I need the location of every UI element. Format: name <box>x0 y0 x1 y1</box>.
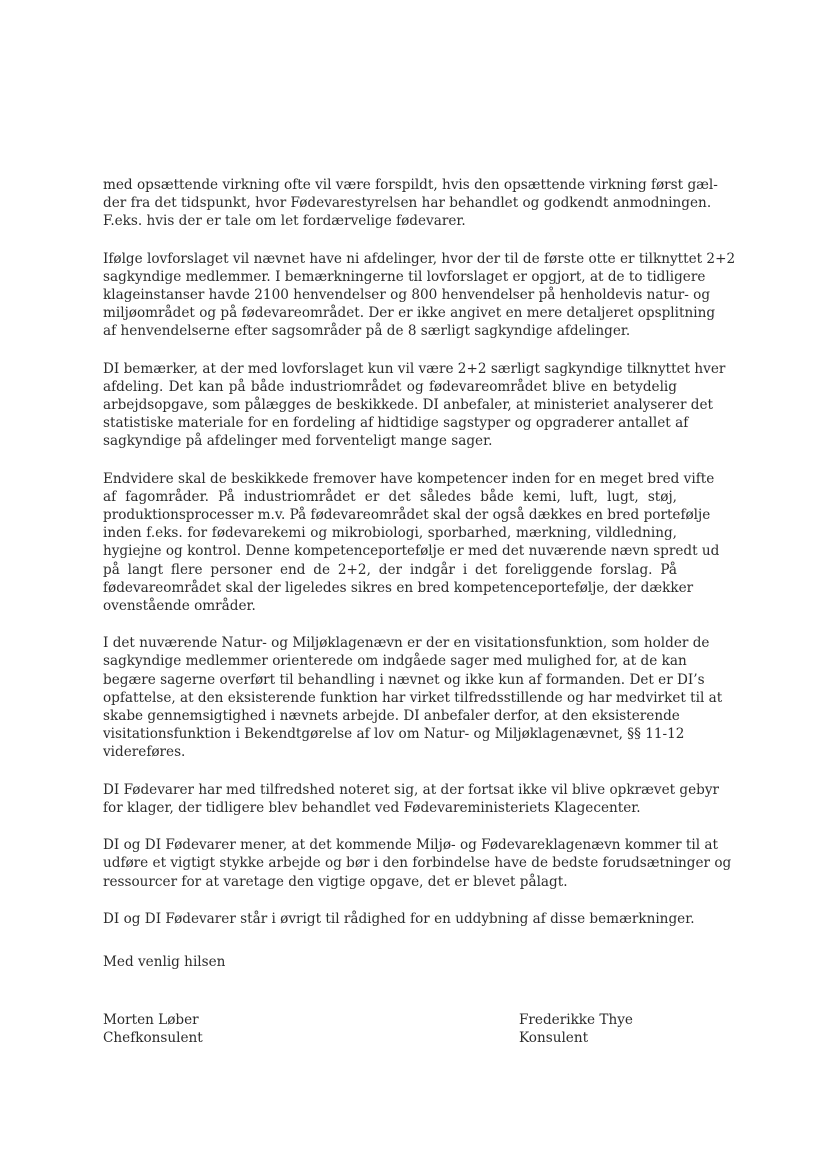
text-line: DI og DI Fødevarer mener, at det kommende Miljø- og Fødevareklagenævn kommer til at <box>103 837 718 854</box>
text-line: DI Fødevarer har med tilfredshed noteret sig, at der fortsat ikke vil blive opkrævet gebyr <box>103 781 720 798</box>
paragraph-visitation-function <box>103 634 723 761</box>
text-line: produktionsprocesser m.v. På fødevareområdet skal der også dækkes en bred portefølje <box>103 507 711 524</box>
text-line: med opsættende virkning ofte vil være forspildt, hvis den opsættende virkning først gæl- <box>103 177 718 193</box>
signatory-left <box>103 1011 203 1047</box>
paragraph-board-departments <box>103 250 736 341</box>
text-line: statistiske materiale for en fordeling af hidtidige sagstyper og opgraderer antallet af <box>103 415 689 432</box>
text-line: af fagområder. På industriområdet er det således både kemi, luft, lugt, støj, <box>103 488 677 505</box>
paragraph-availability <box>103 910 695 928</box>
text-line: sagkyndige medlemmer. I bemærkningerne til lovforslaget er opgjort, at de to tidligere <box>103 268 706 285</box>
paragraph-suspensive-effect <box>103 176 718 231</box>
text-line: der fra det tidspunkt, hvor Fødevarestyrelsen har behandlet og godkendt anmodningen. <box>103 195 712 212</box>
text-line: DI og DI Fødevarer står i øvrigt til rådighed for en uddybning af disse bemærkninger. <box>103 910 695 927</box>
signatory-name: Morten Løber <box>103 1012 199 1028</box>
text-line: udføre et vigtigt stykke arbejde og bør i den forbindelse have de bedste forudsætninger og <box>103 855 732 872</box>
text-line: opfattelse, at den eksisterende funktion har virket tilfredsstillende og har medvirket til at <box>103 689 723 706</box>
paragraph-fees <box>103 781 720 817</box>
text-line: Ifølge lovforslaget vil nævnet have ni afdelinger, hvor der til de første otte er tilknyttet 2+2 <box>103 250 736 267</box>
text-line: begære sagerne overført til behandling i nævnet og ikke kun af formanden. Det er DI’s <box>103 671 705 688</box>
letter-body <box>103 176 736 971</box>
text-line: afdeling. Det kan på både industriområdet og fødevareområdet blive en betydelig <box>103 378 677 395</box>
text-line: DI bemærker, at der med lovforslaget kun vil være 2+2 særligt sagkyndige tilknyttet hver <box>103 360 726 377</box>
text-line: arbejdsopgave, som pålægges de beskikkede. DI anbefaler, at ministeriet analyserer det <box>103 397 713 414</box>
text-line: videreføres. <box>103 744 186 761</box>
text-line: skabe gennemsigtighed i nævnets arbejde. DI anbefaler derfor, at den eksisterende <box>103 708 680 725</box>
text-line: miljøområdet og på fødevareområdet. Der er ikke angivet en mere detaljeret opsplitning <box>103 305 716 322</box>
text-line: hygiejne og kontrol. Denne kompetenceportefølje er med det nuværende nævn spredt ud <box>103 543 720 560</box>
text-line: ovenstående områder. <box>103 598 256 615</box>
signatory-title: Chefkonsulent <box>103 1030 203 1047</box>
signatory-name: Frederikke Thye <box>519 1012 633 1028</box>
text-line: Endvidere skal de beskikkede fremover have kompetencer inden for en meget bred vifte <box>103 470 715 487</box>
text-line: for klager, der tidligere blev behandlet ved Fødevareministeriets Klagecenter. <box>103 799 641 816</box>
text-line: på langt flere personer end de 2+2, der indgår i det foreliggende forslag. På <box>103 561 677 578</box>
paragraph-future-board <box>103 836 732 891</box>
text-line: inden f.eks. for fødevarekemi og mikrobiologi, sporbarhed, mærkning, vildledning, <box>103 525 677 542</box>
text-line: sagkyndige medlemmer orienterede om indgåede sager med mulighed for, at de kan <box>103 653 687 670</box>
signatory-title: Konsulent <box>519 1030 589 1047</box>
text-line: klageinstanser havde 2100 henvendelser og 800 henvendelser på henholdevis natur- og <box>103 287 711 304</box>
text-line: fødevareområdet skal der ligeledes sikres en bred kompetenceportefølje, der dækker <box>103 579 694 596</box>
text-line: ressourcer for at varetage den vigtige opgave, det er blevet pålagt. <box>103 873 568 890</box>
paragraph-competences <box>103 470 720 616</box>
signatory-right <box>519 1011 633 1047</box>
text-line: F.eks. hvis der er tale om let fordærvelige fødevarer. <box>103 213 466 230</box>
text-line: sagkyndige på afdelinger med forventeligt mange sager. <box>103 433 493 450</box>
text-line: af henvendelserne efter sagsområder på de 8 særligt sagkyndige afdelinger. <box>103 323 631 340</box>
signature-block <box>103 1011 677 1051</box>
text-line: visitationsfunktion i Bekendtgørelse af lov om Natur- og Miljøklagenævnet, §§ 11-12 <box>103 726 685 743</box>
text-line: I det nuværende Natur- og Miljøklagenævn er der en visitationsfunktion, som holder de <box>103 635 710 652</box>
closing-greeting: Med venlig hilsen <box>103 953 226 970</box>
paragraph-di-remarks-experts <box>103 360 726 451</box>
